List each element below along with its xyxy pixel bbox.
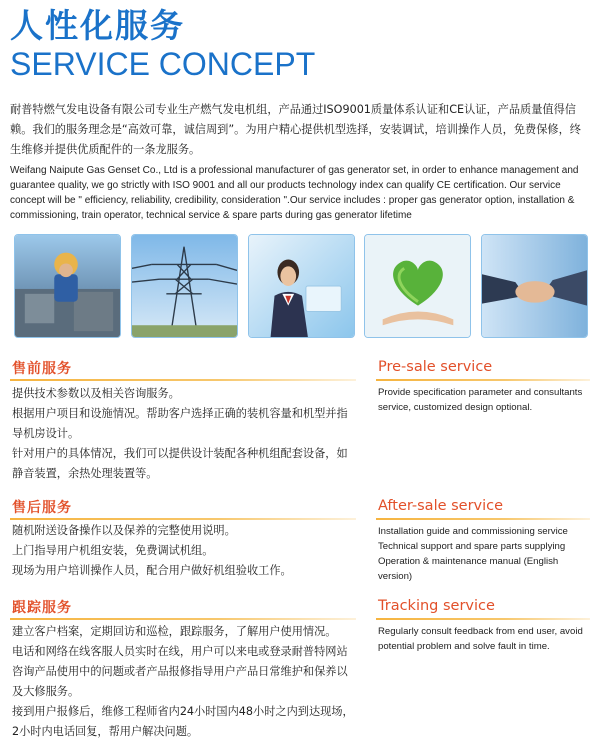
tracking-body-en: Regularly consult feedback from end user, avoid potential problem and solve fault in time. bbox=[378, 626, 583, 652]
page-title-en: SERVICE CONCEPT bbox=[10, 46, 316, 82]
aftersale-body-en bbox=[378, 524, 592, 584]
aftersale-title-cn: 售后服务 bbox=[12, 500, 72, 516]
presale-line-cn: 提供技术参数以及相关咨询服务。 bbox=[12, 387, 180, 400]
page-title-cn: 人性化服务 bbox=[10, 6, 185, 45]
aftersale-body-cn bbox=[12, 521, 358, 581]
aftersale-line-cn: 现场为用户培训操作人员，配合用户做好机组验收工作。 bbox=[12, 564, 292, 577]
engineer-photo bbox=[14, 234, 121, 338]
tracking-body-cn bbox=[12, 622, 358, 742]
tracking-title-cn: 跟踪服务 bbox=[12, 600, 72, 616]
presale-rule-left bbox=[10, 379, 356, 381]
aftersale-rule-left bbox=[10, 518, 356, 520]
aftersale-line-en: Operation & maintenance manual (English version) bbox=[378, 556, 559, 582]
handshake-photo bbox=[481, 234, 588, 338]
presale-rule-right bbox=[376, 379, 590, 381]
tracking-line-cn: 电话和网络在线客服人员实时在线，用户可以来电或登录耐普特网站咨询产品使用中的问题或者产品报修指导用户产品日常维护和保养以及大修服务。 bbox=[12, 645, 348, 698]
presale-title-cn: 售前服务 bbox=[12, 361, 72, 377]
intro-paragraph-en: Weifang Naipute Gas Genset Co., Ltd is a professional manufacturer of gas generator set, in order to enhance management and guarantee quality, we go strictly with ISO 9001 and all our products technology index can qualify CE certification. Our service concept will be " efficiency, reliability, credibility, consideration ".Our service includes : proper gas generator option, installation & commissioning, train operator, technical service & spare parts during gas generator lifetime bbox=[10, 165, 579, 221]
tracking-line-cn: 接到用户报修后，维修工程师省内24小时国内48小时之内到达现场，2小时内电话回复，帮用户解决问题。 bbox=[12, 705, 354, 738]
photo-strip bbox=[14, 234, 588, 340]
tracking-line-cn: 建立客户档案，定期回访和巡检，跟踪服务，了解用户使用情况。 bbox=[12, 625, 337, 638]
aftersale-rule-right bbox=[376, 518, 590, 520]
presale-line-cn: 针对用户的具体情况，我们可以提供设计装配各种机组配套设备，如静音装置，余热处理装置等。 bbox=[12, 447, 348, 480]
aftersale-line-cn: 上门指导用户机组安装，免费调试机组。 bbox=[12, 544, 214, 557]
tracking-title-en: Tracking service bbox=[378, 598, 495, 614]
customer-service-woman-photo bbox=[248, 234, 355, 338]
presale-body-en: Provide specification parameter and consultants service, customized design optional. bbox=[378, 387, 583, 413]
aftersale-line-en: Installation guide and commissioning service bbox=[378, 526, 568, 537]
tracking-rule-left bbox=[10, 618, 356, 620]
presale-line-cn: 根据用户项目和设施情况。帮助客户选择正确的装机容量和机型并指导机房设计。 bbox=[12, 407, 348, 440]
aftersale-title-en: After-sale service bbox=[378, 498, 504, 514]
intro-paragraph-cn: 耐普特燃气发电设备有限公司专业生产燃气发电机组，产品通过ISO9001质量体系认证和CE认证，产品质量值得信赖。我们的服务理念是“高效可靠，诚信周到”。为用户精心提供机型选择，安装调试，培训操作人员，免费保修，终生维修并提供优质配件的一条龙服务。 bbox=[10, 103, 581, 156]
aftersale-line-en: Technical support and spare parts supplying bbox=[378, 541, 566, 552]
presale-body-cn bbox=[12, 384, 358, 484]
presale-title-en: Pre-sale service bbox=[378, 359, 493, 375]
tracking-rule-right bbox=[376, 618, 590, 620]
green-heart-hands-photo bbox=[364, 234, 471, 338]
aftersale-line-cn: 随机附送设备操作以及保养的完整使用说明。 bbox=[12, 524, 236, 537]
power-tower-photo bbox=[131, 234, 238, 338]
